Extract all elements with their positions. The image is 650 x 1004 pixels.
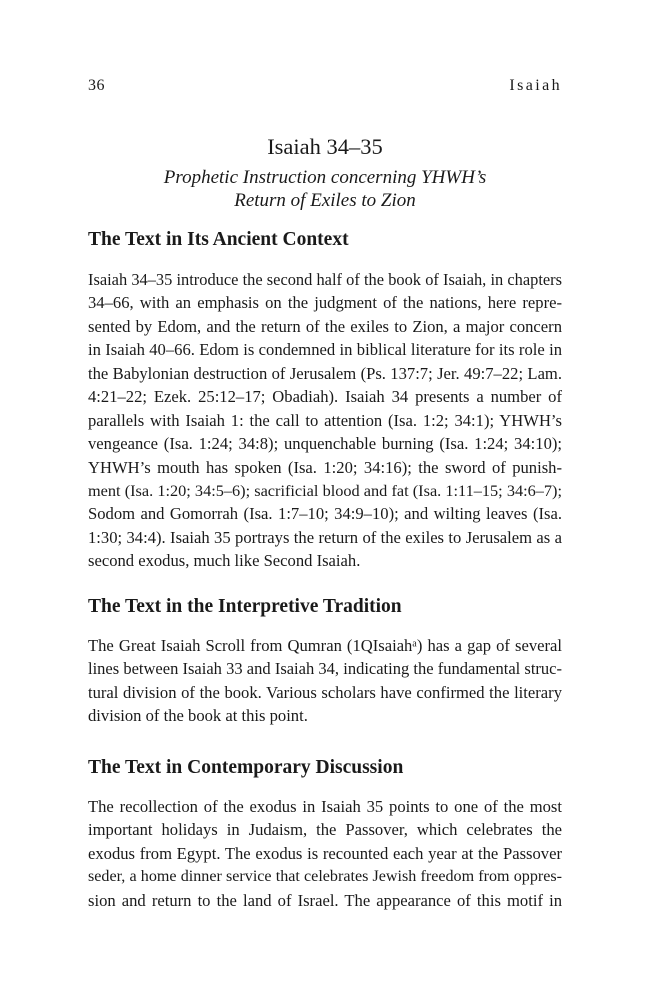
section-heading-interpretive-tradition: The Text in the Interpretive Tradition: [88, 596, 402, 617]
paragraph-line: The recollection of the exodus in Isaiah 35 points to one of the most: [88, 797, 562, 816]
page-number: 36: [88, 77, 105, 94]
paragraph-line: 1:30; 34:4). Isaiah 35 portrays the return of the exiles to Jerusalem as a: [88, 527, 562, 547]
paragraph-line: Sodom and Gomorrah (Isa. 1:7–10; 34:9–10); and wilting leaves (Isa.: [88, 504, 562, 524]
paragraph-line: vengeance (Isa. 1:24; 34:8); unquenchable burning (Isa. 1:24; 34:10);: [88, 434, 562, 454]
chapter-subtitle-line: Prophetic Instruction concerning YHWH’s: [163, 167, 487, 188]
paragraph-line: second exodus, much like Second Isaiah.: [88, 551, 361, 571]
paragraph-line: sented by Edom, and the return of the exiles to Zion, a major concern: [88, 316, 562, 336]
paragraph-line: 34–66, with an emphasis on the judgment of the nations, here repre-: [88, 293, 562, 313]
paragraph-line: YHWH’s mouth has spoken (Isa. 1:20; 34:16); the sword of punish-: [88, 457, 562, 477]
running-title: Isaiah: [509, 77, 562, 94]
section-heading-contemporary-discussion: The Text in Contemporary Discussion: [88, 757, 404, 778]
paragraph-interpretive-tradition: [88, 634, 562, 728]
paragraph-line: in Isaiah 40–66. Edom is condemned in biblical literature for its role in: [88, 340, 562, 360]
chapter-title: Isaiah 34–35: [267, 134, 383, 159]
paragraph-line: ment (Isa. 1:20; 34:5–6); sacrificial blood and fat (Isa. 1:11–15; 34:6–7);: [88, 480, 562, 500]
paragraph-line: sion and return to the land of Israel. The appearance of this motif in: [88, 890, 562, 910]
paragraph-line: division of the book at this point.: [88, 706, 308, 726]
chapter-subtitle: [88, 166, 562, 212]
paragraph-line: tural division of the book. Various scholars have confirmed the literary: [88, 682, 562, 702]
paragraph-line: lines between Isaiah 33 and Isaiah 34, indicating the fundamental struc-: [88, 659, 562, 679]
running-head: [88, 77, 562, 99]
paragraph-line: important holidays in Judaism, the Passover, which celebrates the: [88, 820, 562, 840]
paragraph-line: parallels with Isaiah 1: the call to attention (Isa. 1:2; 34:1); YHWH’s: [88, 410, 562, 430]
paragraph-line: 4:21–22; Ezek. 25:12–17; Obadiah). Isaiah 34 presents a number of: [88, 387, 562, 407]
chapter-subtitle-line: Return of Exiles to Zion: [234, 190, 416, 211]
paragraph-line: exodus from Egypt. The exodus is recounted each year at the Passover: [88, 843, 562, 863]
paragraph-line: The Great Isaiah Scroll from Qumran (1QIsaiahᵃ) has a gap of several: [88, 636, 562, 655]
paragraph-line: seder, a home dinner service that celebrates Jewish freedom from oppres-: [88, 868, 562, 886]
section-heading-ancient-context: The Text in Its Ancient Context: [88, 229, 349, 250]
paragraph-line: the Babylonian destruction of Jerusalem (Ps. 137:7; Jer. 49:7–22; Lam.: [88, 363, 562, 383]
paragraph-ancient-context: [88, 268, 562, 573]
paragraph-line: Isaiah 34–35 introduce the second half of the book of Isaiah, in chapters: [88, 270, 562, 289]
paragraph-contemporary-discussion: [88, 795, 562, 912]
